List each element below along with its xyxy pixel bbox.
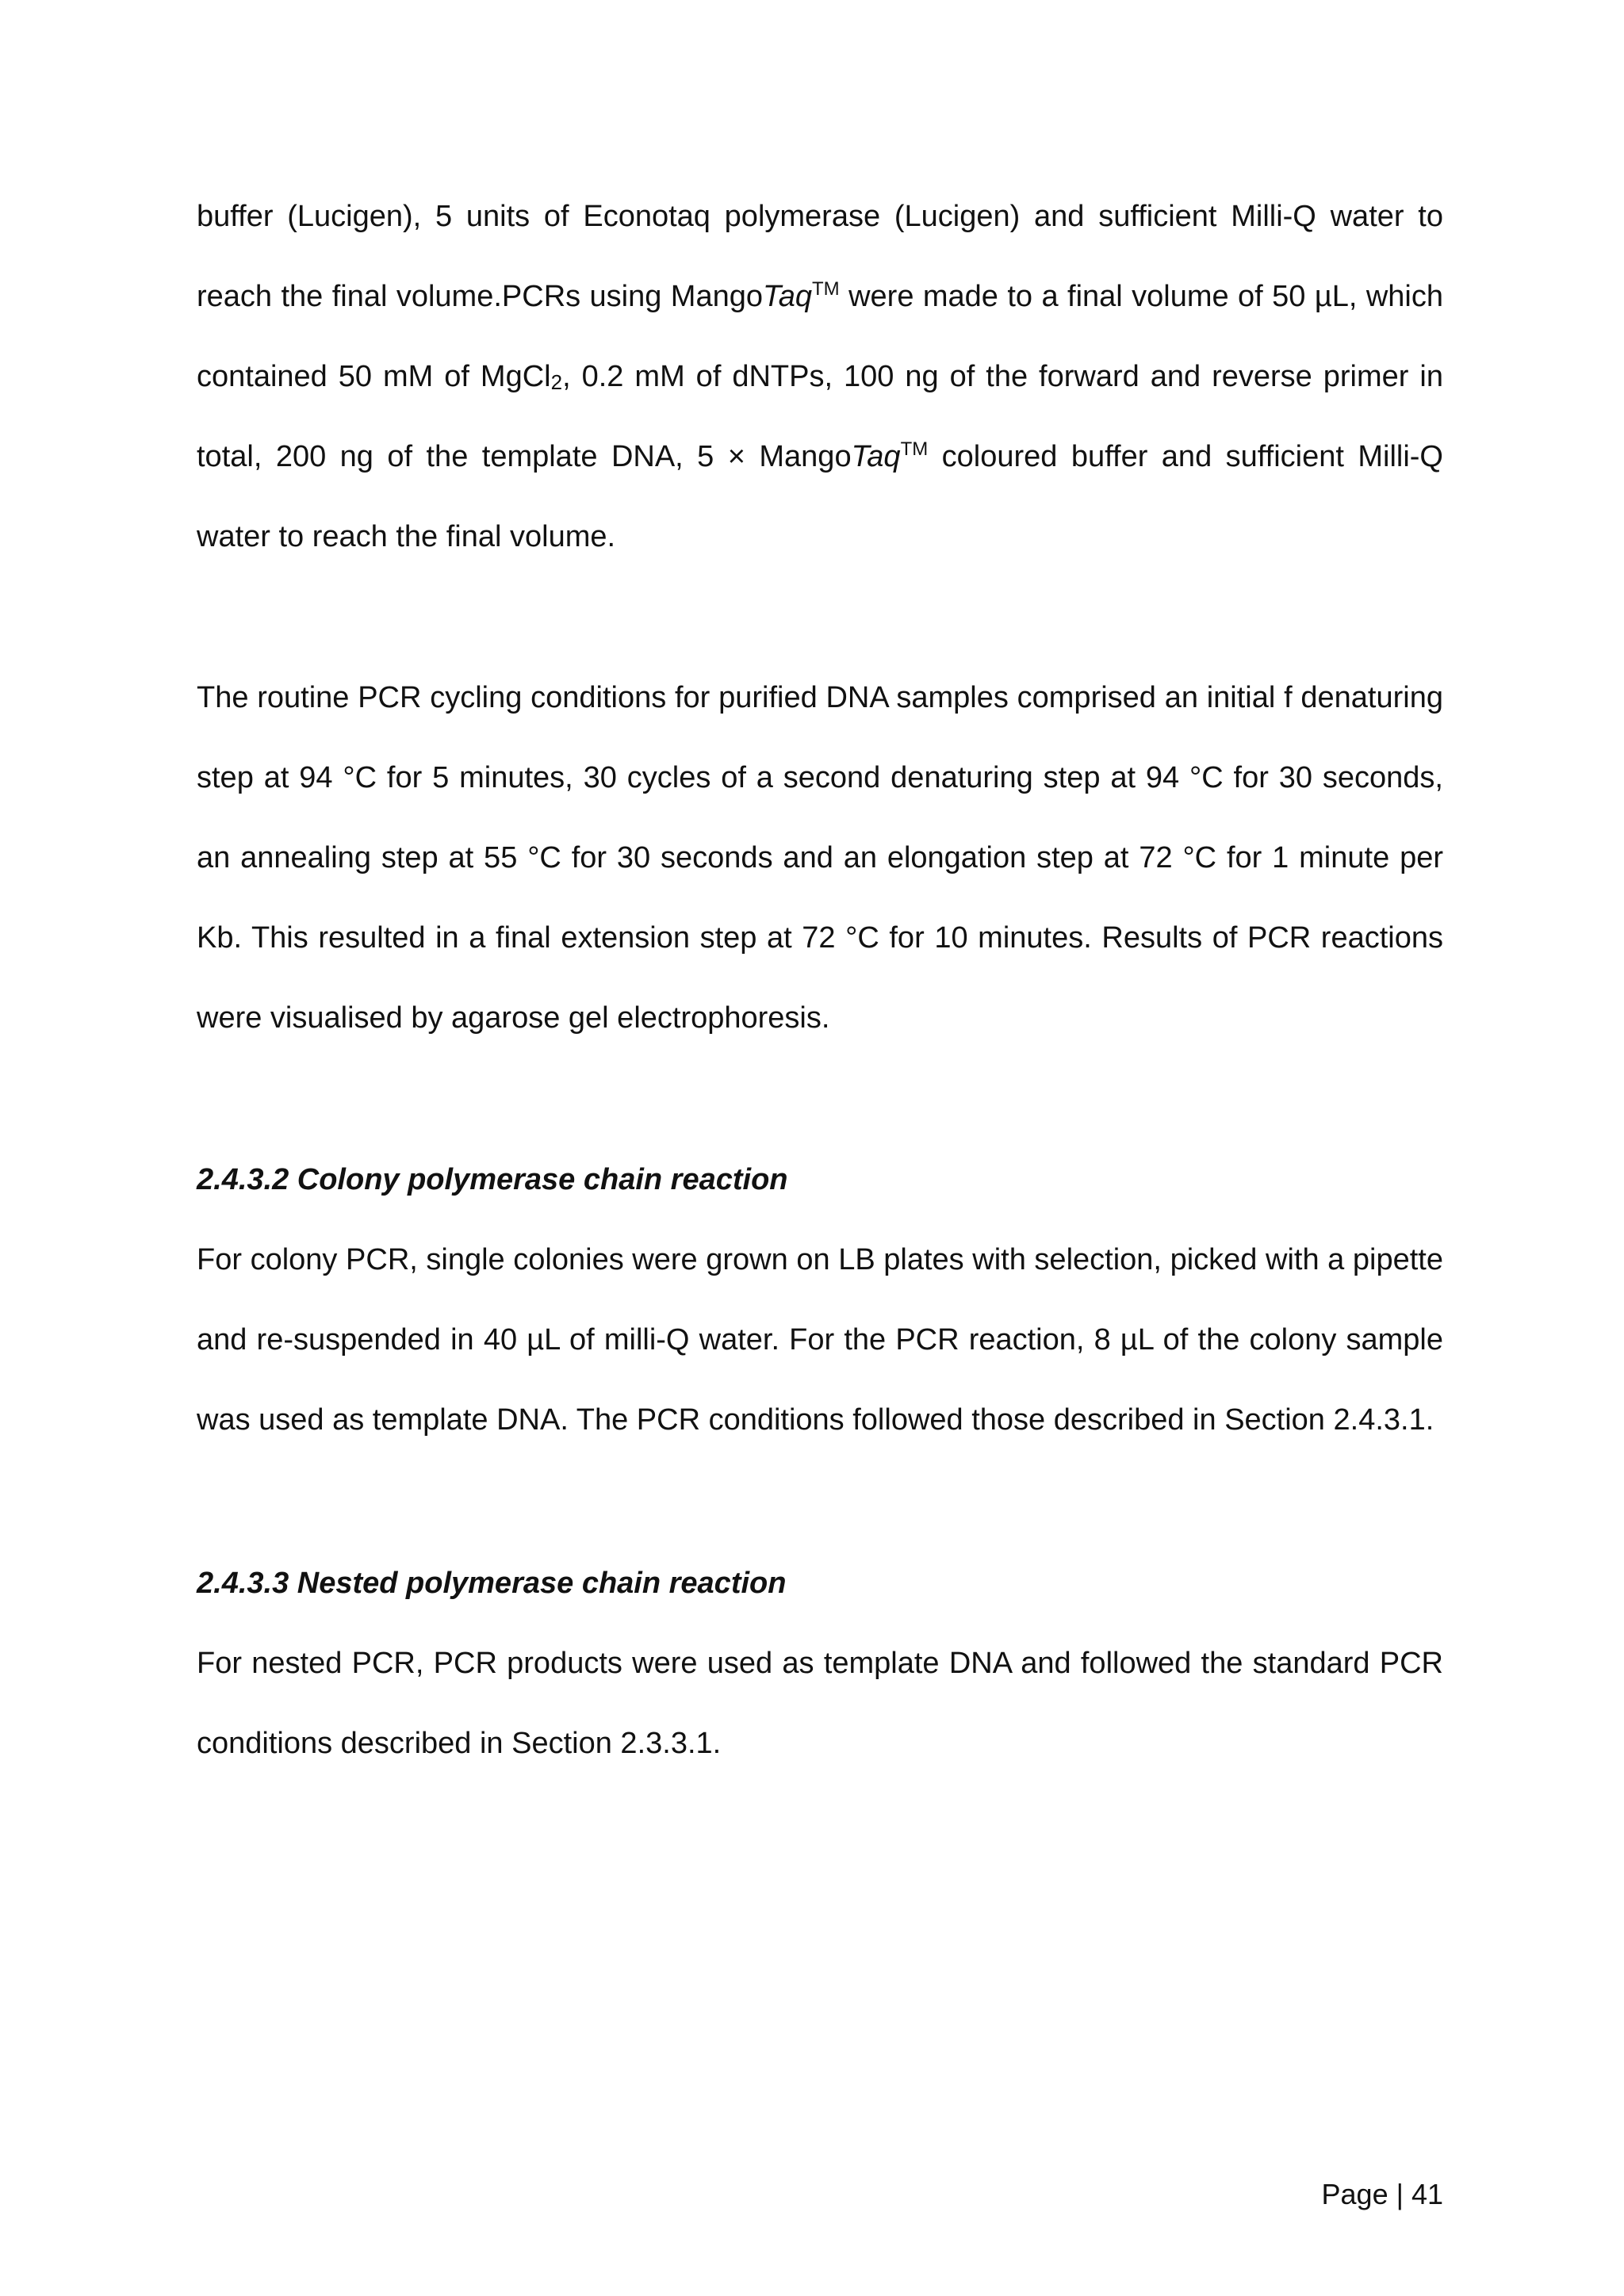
para1-text-4: coloured buffer and sufficient Milli-Q water to reach the final volume. <box>197 440 1443 553</box>
para1-text-2: were made to a final volume of 50 µL, which contained 50 mM of MgCl <box>197 280 1444 393</box>
paragraph-nested-pcr-text: For nested PCR, PCR products were used as template DNA and followed the standard PCR conditions described in Section 2.3.3.1. <box>197 1647 1443 1760</box>
para1-text-3: , 0.2 mM of dNTPs, 100 ng of the forward and reverse primer in total, 200 ng of the template DNA, 5 × Mango <box>197 360 1443 473</box>
page-number: Page | 41 <box>1321 2178 1443 2210</box>
taq-italic-1: Taq <box>763 280 813 313</box>
trademark-1: TM <box>812 278 840 300</box>
trademark-2: TM <box>900 438 929 460</box>
subscript-2: 2 <box>550 370 563 394</box>
paragraph-nested-pcr <box>197 1624 1443 1784</box>
paragraph-colony-pcr-text: For colony PCR, single colonies were grown on LB plates with selection, picked with a pipette and re-suspended in 40 µL of milli-Q water. For the PCR reaction, 8 µL of the colony sample was used as template DNA. The PCR conditions followed those described in Section 2.4.3.1. <box>197 1243 1443 1437</box>
taq-italic-2: Taq <box>851 440 901 473</box>
paragraph-cycling-text: The routine PCR cycling conditions for purified DNA samples comprised an initial f denaturing step at 94 °C for 5 minutes, 30 cycles of a second denaturing step at 94 °C for 30 seconds, an annealing step at 55 °C for 30 seconds and an elongation step at 72 °C for 1 minute per Kb. This resulted in a final extension step at 72 °C for 10 minutes. Results of PCR reactions were visualised by agarose gel electrophoresis. <box>197 681 1443 1035</box>
section-heading-nested-pcr: 2.4.3.3 Nested polymerase chain reaction <box>197 1567 787 1600</box>
section-heading-colony-pcr: 2.4.3.2 Colony polymerase chain reaction <box>197 1163 788 1196</box>
paragraph-colony-pcr <box>197 1220 1443 1460</box>
paragraph-pcr-mix <box>197 177 1443 577</box>
paragraph-cycling-conditions <box>197 658 1443 1058</box>
paragraph-pcr-mix-text <box>197 177 1443 577</box>
para1-text-1: buffer (Lucigen), 5 units of Econotaq polymerase (Lucigen) and sufficient Milli-Q water to reach the final volume.PCRs using Mango <box>197 200 1443 313</box>
